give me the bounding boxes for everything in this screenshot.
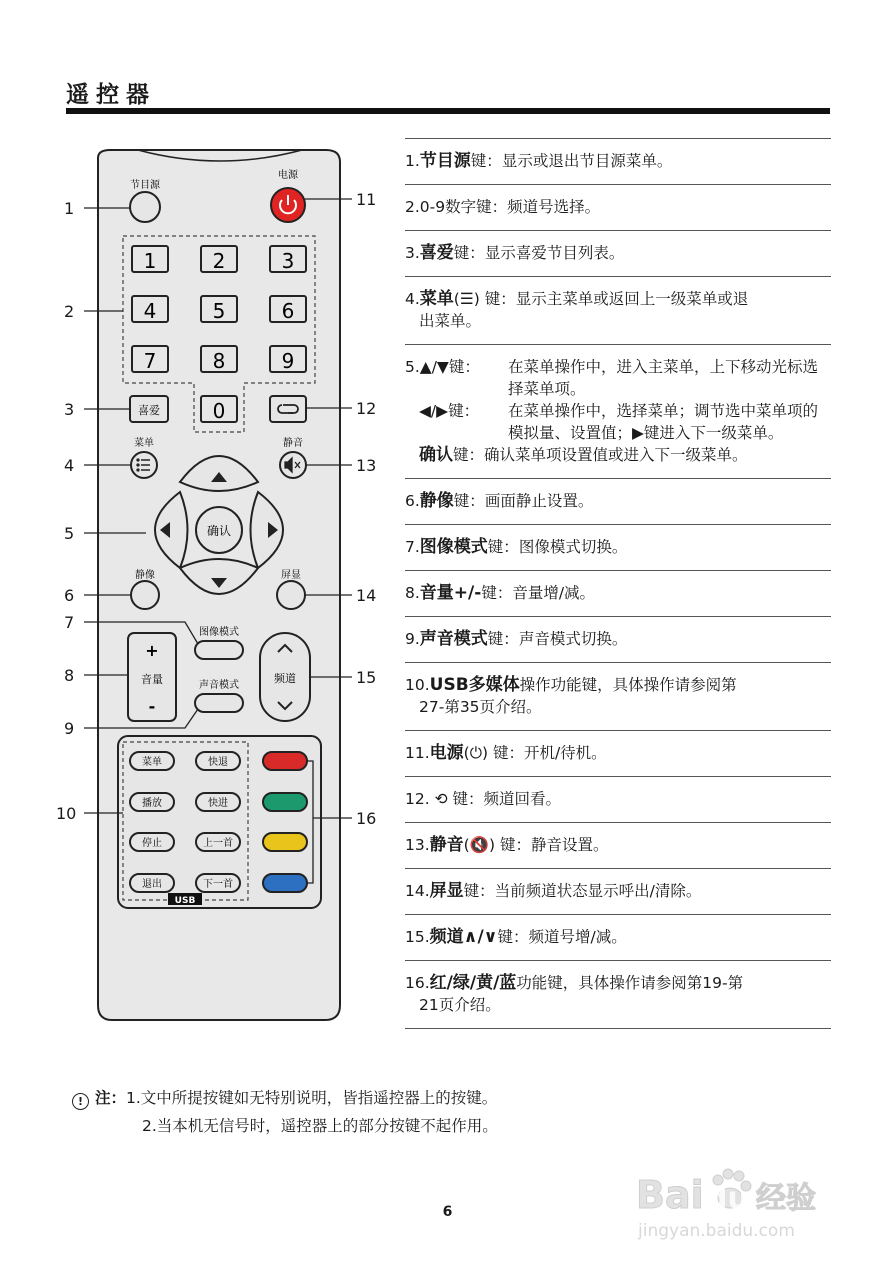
callout-10: 10: [56, 804, 77, 823]
yellow-key: [263, 833, 307, 851]
usb-stop-label: 停止: [142, 838, 162, 849]
callout-4: 4: [64, 456, 75, 475]
usb-next-button: [196, 874, 240, 892]
digit-8-label: 8: [212, 349, 226, 373]
callout-5: 5: [64, 524, 75, 543]
digit-0-label: 0: [212, 399, 226, 423]
vol-plus-label: +: [145, 641, 159, 660]
usb-next-label: 下一首: [203, 879, 233, 890]
mute-label: 静音: [283, 438, 303, 449]
ch-label: 频道: [274, 672, 296, 685]
display-label: 屏显: [281, 570, 301, 581]
desc-key: 电源: [429, 743, 464, 763]
usb-menu-label: 菜单: [142, 757, 162, 768]
digit-2-label: 2: [212, 249, 226, 273]
page-number: 6: [442, 1204, 453, 1220]
callout-12: 12: [356, 399, 377, 418]
power-label: 电源: [278, 170, 298, 181]
callout-11: 11: [356, 190, 377, 209]
desc-key: 红/绿/黄/蓝: [429, 973, 517, 993]
channel-rocker: [260, 633, 310, 721]
desc-key: 频道∧/∨: [429, 927, 498, 947]
digit-4-label: 4: [143, 299, 157, 323]
desc-row-4: 4.菜单(☰) 键：显示主菜单或返回上一级菜单或退 出菜单。: [405, 276, 831, 344]
usb-rewind-label: 快退: [208, 757, 228, 768]
desc-key: 屏显: [429, 881, 464, 901]
callout-7: 7: [64, 613, 75, 632]
callout-6: 6: [64, 586, 75, 605]
source-button: [130, 192, 160, 222]
key-description-list: [405, 138, 831, 1029]
callout-13: 13: [356, 456, 377, 475]
digit-5-button: [201, 296, 237, 323]
desc-row-3: 3.喜爱键：显示喜爱节目列表。: [405, 230, 831, 276]
digit-0-button: [201, 396, 237, 423]
desc-key: USB多媒体: [429, 675, 520, 695]
usb-prev-button: [196, 833, 240, 851]
recall-button: [270, 396, 306, 422]
callout-8: 8: [64, 666, 75, 685]
vol-minus-label: -: [148, 697, 156, 716]
desc-row-2: 2.0-9数字键：频道号选择。: [405, 184, 831, 230]
desc-key: 菜单: [419, 289, 454, 309]
usb-exit-label: 退出: [142, 879, 162, 890]
usb-play-button: [130, 793, 174, 811]
picture-mode-label: 图像模式: [199, 627, 239, 638]
freeze-button: [131, 581, 159, 609]
desc-key: 声音模式: [419, 629, 488, 649]
desc-key: 音量+/-: [419, 583, 482, 603]
digit-1-label: 1: [143, 249, 157, 273]
desc-key: 节目源: [419, 151, 471, 171]
volume-rocker: [128, 633, 176, 721]
desc-row-14: 14.屏显键：当前频道状态显示呼出/清除。: [405, 868, 831, 914]
digit-3-button: [270, 246, 306, 273]
watermark-cn: 经验: [756, 1181, 816, 1216]
desc-row-11: 11.电源(⏻) 键：开机/待机。: [405, 730, 831, 776]
digit-6-label: 6: [281, 299, 295, 323]
usb-play-label: 播放: [142, 798, 162, 809]
usb-forward-button: [196, 793, 240, 811]
callout-14: 14: [356, 586, 377, 605]
watermark-brand-2: du: [706, 1181, 749, 1216]
mute-button: [280, 452, 306, 478]
page-title: 遥控器: [66, 82, 156, 108]
desc-row-12: 12. ⟲ 键：频道回看。: [405, 776, 831, 822]
callout-15: 15: [356, 668, 377, 687]
watermark-brand: Bai: [636, 1173, 704, 1217]
note-line-1: 1.文中所提按键如无特别说明，皆指遥控器上的按键。: [126, 1089, 498, 1107]
picture-mode-button: [195, 641, 243, 659]
callout-16: 16: [356, 809, 377, 828]
desc-row-15: 15.频道∧/∨键：频道号增/减。: [405, 914, 831, 960]
digit-6-button: [270, 296, 306, 323]
desc-row-10: 10.USB多媒体操作功能键，具体操作请参阅第 27-第35页介绍。: [405, 662, 831, 730]
blue-key: [263, 874, 307, 892]
desc-row-1: 1.节目源键：显示或退出节目源菜单。: [405, 138, 831, 184]
desc-key: 喜爱: [419, 243, 454, 263]
usb-exit-button: [130, 874, 174, 892]
desc-row-5: 5.▲/▼键： 在菜单操作中，进入主菜单，上下移动光标选择菜单项。 ◀/▶键： 在菜单操作中，选择菜单；调节选中菜单项的模拟量、设置值；▶键进入下一级菜单。 确认键：确认菜单项设置值或进入下一级菜单。: [405, 344, 831, 478]
callout-2: 2: [64, 302, 75, 321]
digit-7-label: 7: [143, 349, 157, 373]
ok-label: 确认: [206, 524, 232, 538]
warning-icon: !: [72, 1093, 89, 1110]
callout-3: 3: [64, 400, 75, 419]
callout-9: 9: [64, 719, 75, 738]
digit-1-button: [132, 246, 168, 273]
digit-2-button: [201, 246, 237, 273]
sound-mode-button: [195, 694, 243, 712]
desc-row-8: 8.音量+/-键：音量增/减。: [405, 570, 831, 616]
digit-3-label: 3: [281, 249, 295, 273]
remote-diagram: [0, 0, 400, 1040]
note-block: [72, 1084, 498, 1140]
desc-key: 静音: [429, 835, 464, 855]
desc-row-13: 13.静音(🔇) 键：静音设置。: [405, 822, 831, 868]
sound-mode-label: 声音模式: [199, 680, 239, 691]
usb-forward-label: 快进: [208, 798, 228, 809]
desc-row-9: 9.声音模式键：声音模式切换。: [405, 616, 831, 662]
watermark-url: jingyan.baidu.com: [638, 1221, 795, 1241]
green-key: [263, 793, 307, 811]
digit-7-button: [132, 346, 168, 373]
desc-row-7: 7.图像模式键：图像模式切换。: [405, 524, 831, 570]
desc-key: 图像模式: [419, 537, 488, 557]
usb-menu-button: [130, 752, 174, 770]
display-button: [277, 581, 305, 609]
desc-row-16: 16.红/绿/黄/蓝功能键，具体操作请参阅第19-第 21页介绍。: [405, 960, 831, 1029]
digit-9-button: [270, 346, 306, 373]
desc-key: 确认: [419, 445, 453, 465]
menu-label: 菜单: [134, 438, 154, 449]
callout-1: 1: [64, 199, 75, 218]
source-label: 节目源: [130, 180, 160, 191]
digit-4-button: [132, 296, 168, 323]
digit-8-button: [201, 346, 237, 373]
usb-rewind-button: [196, 752, 240, 770]
fav-label: 喜爱: [138, 404, 160, 417]
red-key: [263, 752, 307, 770]
usb-prev-label: 上一首: [203, 838, 233, 849]
vol-label: 音量: [141, 673, 163, 686]
digit-9-label: 9: [281, 349, 295, 373]
usb-stop-button: [130, 833, 174, 851]
digit-5-label: 5: [212, 299, 226, 323]
desc-row-6: 6.静像键：画面静止设置。: [405, 478, 831, 524]
note-line-2: 2.当本机无信号时，遥控器上的部分按键不起作用。: [142, 1117, 498, 1135]
note-prefix: 注：: [95, 1089, 127, 1107]
freeze-label: 静像: [135, 570, 155, 581]
desc-key: 静像: [419, 491, 454, 511]
fav-button: [130, 396, 168, 422]
baidu-watermark: [628, 1150, 838, 1245]
usb-tag: USB: [174, 896, 196, 906]
